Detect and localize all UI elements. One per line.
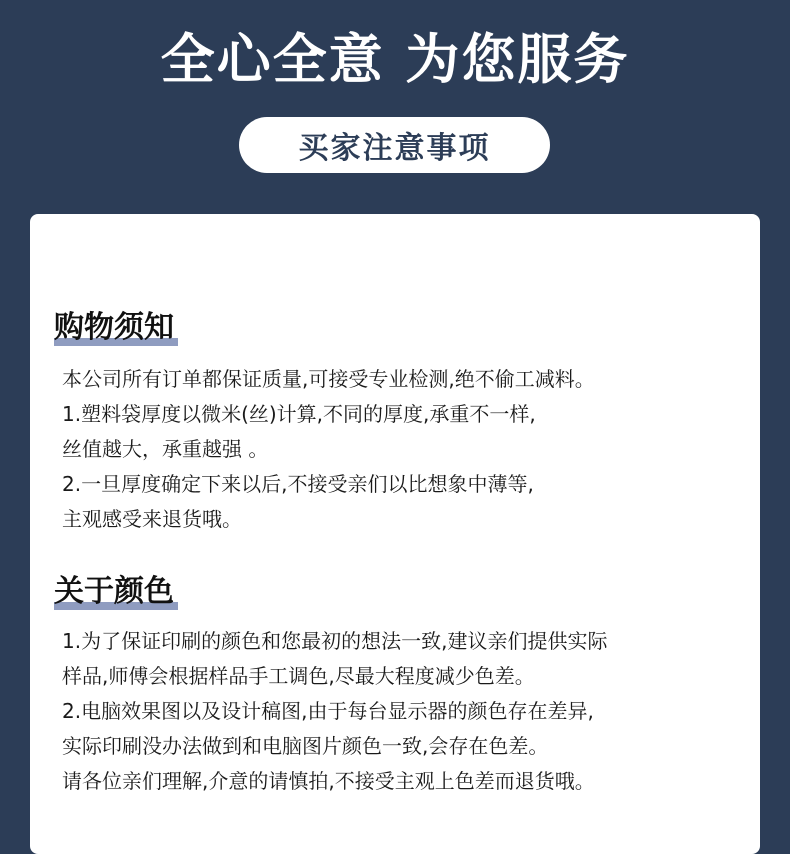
text-line: 丝值越大，承重越强 。 [62,437,269,461]
text-line: 1.塑料袋厚度以微米(丝)计算,不同的厚度,承重不一样, [62,402,536,426]
text-line: 请各位亲们理解,介意的请慎拍,不接受主观上色差而退货哦。 [62,769,595,793]
section-body-shopping [62,362,595,537]
section-heading-shopping: 购物须知 [54,308,174,348]
page-title: 全心全意 为您服务 [160,28,630,91]
content-card [30,214,760,854]
notice-badge-label: 买家注意事项 [298,131,491,166]
notice-badge [239,117,550,173]
section-heading-color: 关于颜色 [54,572,174,612]
text-line: 本公司所有订单都保证质量,可接受专业检测,绝不偷工减料。 [62,367,595,391]
text-line: 主观感受来退货哦。 [62,507,242,531]
section-body-color [62,624,607,799]
text-line: 样品,师傅会根据样品手工调色,尽最大程度减少色差。 [62,664,535,688]
text-line: 2.电脑效果图以及设计稿图,由于每台显示器的颜色存在差异, [62,699,594,723]
text-line: 实际印刷没办法做到和电脑图片颜色一致,会存在色差。 [62,734,549,758]
text-line: 2.一旦厚度确定下来以后,不接受亲们以比想象中薄等, [62,472,534,496]
text-line: 1.为了保证印刷的颜色和您最初的想法一致,建议亲们提供实际 [62,629,608,653]
